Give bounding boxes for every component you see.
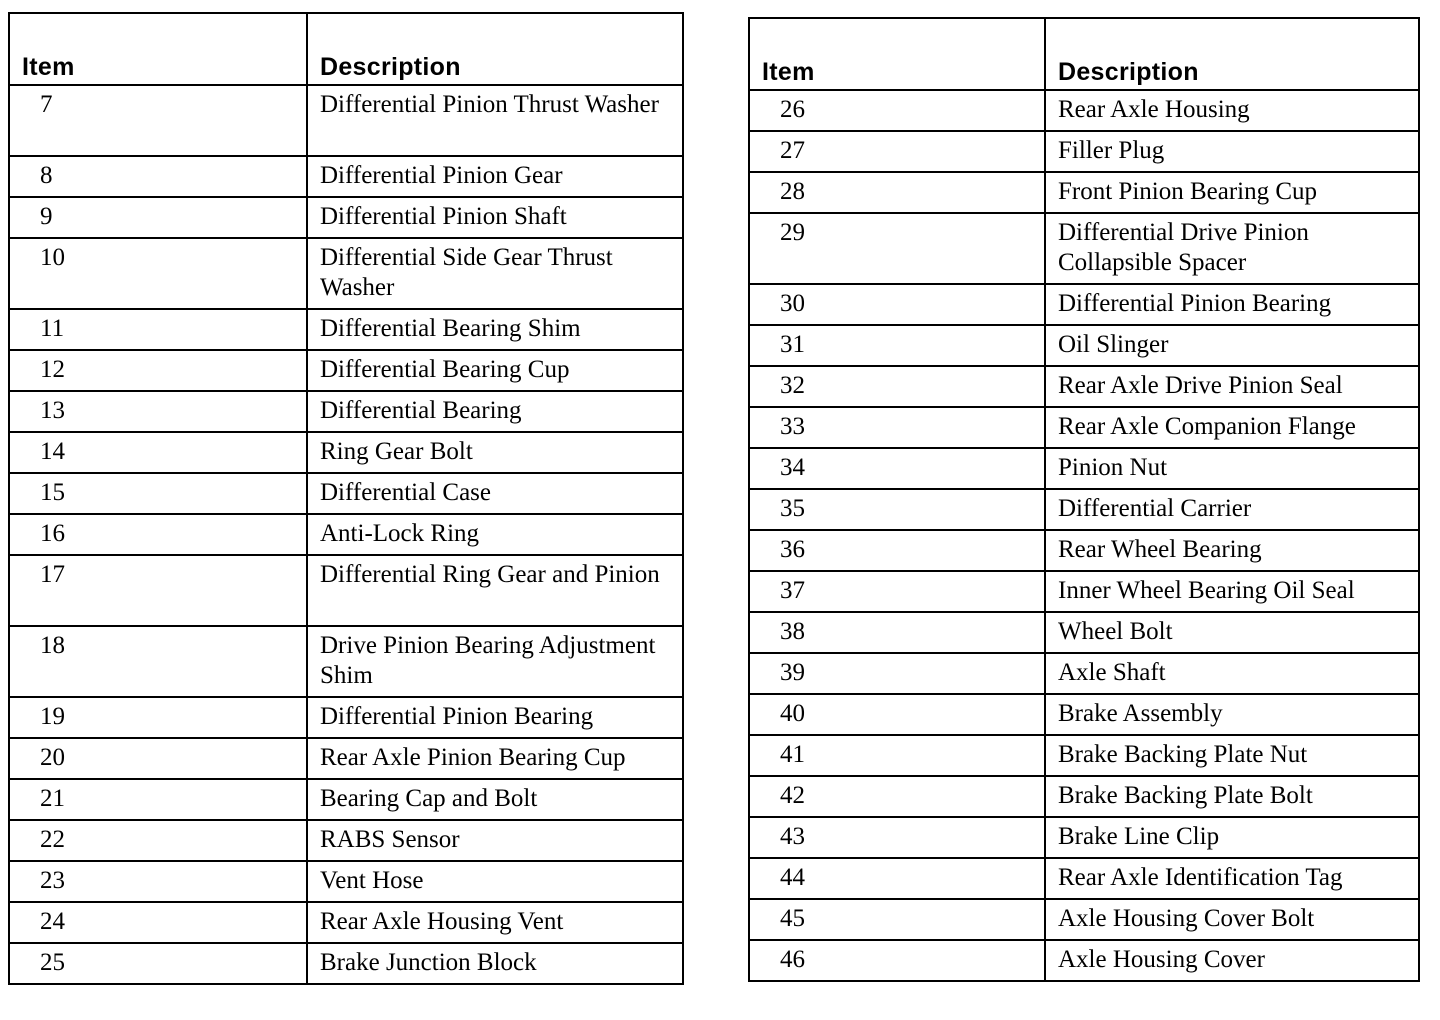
table-row	[749, 817, 1419, 858]
table-row	[9, 861, 683, 902]
item-description: Filler Plug	[1045, 131, 1419, 172]
item-number: 22	[9, 820, 307, 861]
item-number: 33	[749, 407, 1045, 448]
item-description: Front Pinion Bearing Cup	[1045, 172, 1419, 213]
item-number: 17	[9, 555, 307, 626]
item-description: Differential Pinion Thrust Washer	[307, 85, 683, 156]
item-description: Axle Housing Cover Bolt	[1045, 899, 1419, 940]
item-number: 26	[749, 90, 1045, 131]
item-number: 8	[9, 156, 307, 197]
item-column-header: Item	[9, 13, 307, 85]
table-row	[749, 366, 1419, 407]
item-description: Brake Line Clip	[1045, 817, 1419, 858]
table-row	[749, 776, 1419, 817]
item-number: 27	[749, 131, 1045, 172]
table-header-row	[749, 18, 1419, 90]
table-row	[9, 197, 683, 238]
table-row	[749, 530, 1419, 571]
table-row	[749, 653, 1419, 694]
item-number: 18	[9, 626, 307, 697]
item-description: Brake Junction Block	[320, 949, 537, 976]
table-row	[9, 779, 683, 820]
item-column-header: Item	[749, 18, 1045, 90]
item-description: Differential Pinion Bearing	[307, 697, 683, 738]
table-row	[9, 738, 683, 779]
item-number: 46	[749, 940, 1045, 981]
item-description: Rear Axle Housing	[1045, 90, 1419, 131]
table-row	[749, 940, 1419, 981]
item-number: 36	[749, 530, 1045, 571]
item-description: Axle Shaft	[1045, 653, 1419, 694]
table-row	[9, 820, 683, 861]
table-row	[749, 858, 1419, 899]
table-row	[749, 571, 1419, 612]
item-number: 14	[9, 432, 307, 473]
table-row	[9, 391, 683, 432]
table-row	[749, 325, 1419, 366]
table-row	[749, 694, 1419, 735]
table-row	[9, 697, 683, 738]
item-number: 34	[749, 448, 1045, 489]
item-description: Rear Axle Drive Pinion Seal	[1045, 366, 1419, 407]
table-row	[9, 626, 683, 697]
description-column-header: Description	[1045, 18, 1419, 90]
item-number: 13	[9, 391, 307, 432]
item-description: Differential Side Gear Thrust Washer	[307, 238, 683, 309]
item-description: Differential Ring Gear and Pinion	[307, 555, 683, 626]
table-row	[9, 473, 683, 514]
item-description: Differential Drive Pinion Collapsible Spacer	[1045, 213, 1419, 284]
item-number: 43	[749, 817, 1045, 858]
table-header-row	[9, 13, 683, 85]
table-row	[749, 735, 1419, 776]
item-description: Differential Pinion Shaft	[307, 197, 683, 238]
item-number: 37	[749, 571, 1045, 612]
item-number: 39	[749, 653, 1045, 694]
item-number: 12	[9, 350, 307, 391]
item-description: Rear Axle Identification Tag	[1045, 858, 1419, 899]
table-row	[9, 238, 683, 309]
item-description: Rear Axle Pinion Bearing Cup	[307, 738, 683, 779]
table-row	[749, 899, 1419, 940]
item-description: Rear Wheel Bearing	[1045, 530, 1419, 571]
item-description: Bearing Cap and Bolt	[307, 779, 683, 820]
item-number: 40	[749, 694, 1045, 735]
table-row	[749, 213, 1419, 284]
item-number: 29	[749, 213, 1045, 284]
item-description: Vent Hose	[307, 861, 683, 902]
item-description: Ring Gear Bolt	[307, 432, 683, 473]
item-number: 35	[749, 489, 1045, 530]
item-number: 25	[9, 943, 307, 984]
item-number: 45	[749, 899, 1045, 940]
item-description: Brake Backing Plate Nut	[1045, 735, 1419, 776]
table-row	[9, 902, 683, 943]
parts-table-body-right	[749, 90, 1419, 981]
table-row	[749, 407, 1419, 448]
parts-table-left	[8, 12, 684, 985]
item-number: 24	[9, 902, 307, 943]
table-row	[9, 432, 683, 473]
table-row	[749, 489, 1419, 530]
item-number: 16	[9, 514, 307, 555]
parts-table-body-left	[9, 85, 683, 984]
item-number: 38	[749, 612, 1045, 653]
table-row	[9, 555, 683, 626]
item-description: Brake Backing Plate Bolt	[1045, 776, 1419, 817]
item-number: 7	[9, 85, 307, 156]
table-row	[749, 172, 1419, 213]
description-column-header: Description	[307, 13, 683, 85]
item-description: Rear Axle Housing Vent	[307, 902, 683, 943]
item-number: 31	[749, 325, 1045, 366]
item-description: Differential Carrier	[1045, 489, 1419, 530]
item-number: 30	[749, 284, 1045, 325]
item-description: Axle Housing Cover	[1058, 946, 1265, 973]
table-row	[9, 514, 683, 555]
item-number: 20	[9, 738, 307, 779]
item-number: 11	[9, 309, 307, 350]
table-row	[749, 90, 1419, 131]
item-number: 23	[9, 861, 307, 902]
item-description: Pinion Nut	[1045, 448, 1419, 489]
item-number: 15	[9, 473, 307, 514]
item-description: Differential Pinion Gear	[307, 156, 683, 197]
table-row	[9, 943, 683, 984]
item-number: 10	[9, 238, 307, 309]
item-description: Inner Wheel Bearing Oil Seal	[1045, 571, 1419, 612]
item-description: RABS Sensor	[307, 820, 683, 861]
item-number: 9	[9, 197, 307, 238]
item-description: Differential Bearing Shim	[307, 309, 683, 350]
item-number: 32	[749, 366, 1045, 407]
item-description: Brake Assembly	[1045, 694, 1419, 735]
item-number: 42	[749, 776, 1045, 817]
table-row	[749, 131, 1419, 172]
item-description: Differential Pinion Bearing	[1045, 284, 1419, 325]
item-number: 19	[9, 697, 307, 738]
item-description: Differential Bearing	[307, 391, 683, 432]
item-description: Wheel Bolt	[1045, 612, 1419, 653]
item-number: 21	[9, 779, 307, 820]
table-row	[9, 85, 683, 156]
item-description: Rear Axle Companion Flange	[1045, 407, 1419, 448]
item-number: 28	[749, 172, 1045, 213]
item-description: Drive Pinion Bearing Adjustment Shim	[307, 626, 683, 697]
table-row	[749, 284, 1419, 325]
item-description: Anti-Lock Ring	[307, 514, 683, 555]
item-description: Differential Case	[307, 473, 683, 514]
item-description: Differential Bearing Cup	[307, 350, 683, 391]
item-number: 41	[749, 735, 1045, 776]
table-row	[9, 350, 683, 391]
table-row	[9, 156, 683, 197]
item-description: Oil Slinger	[1045, 325, 1419, 366]
table-row	[9, 309, 683, 350]
table-row	[749, 612, 1419, 653]
parts-table-right	[748, 17, 1420, 982]
table-row	[749, 448, 1419, 489]
item-number: 44	[749, 858, 1045, 899]
